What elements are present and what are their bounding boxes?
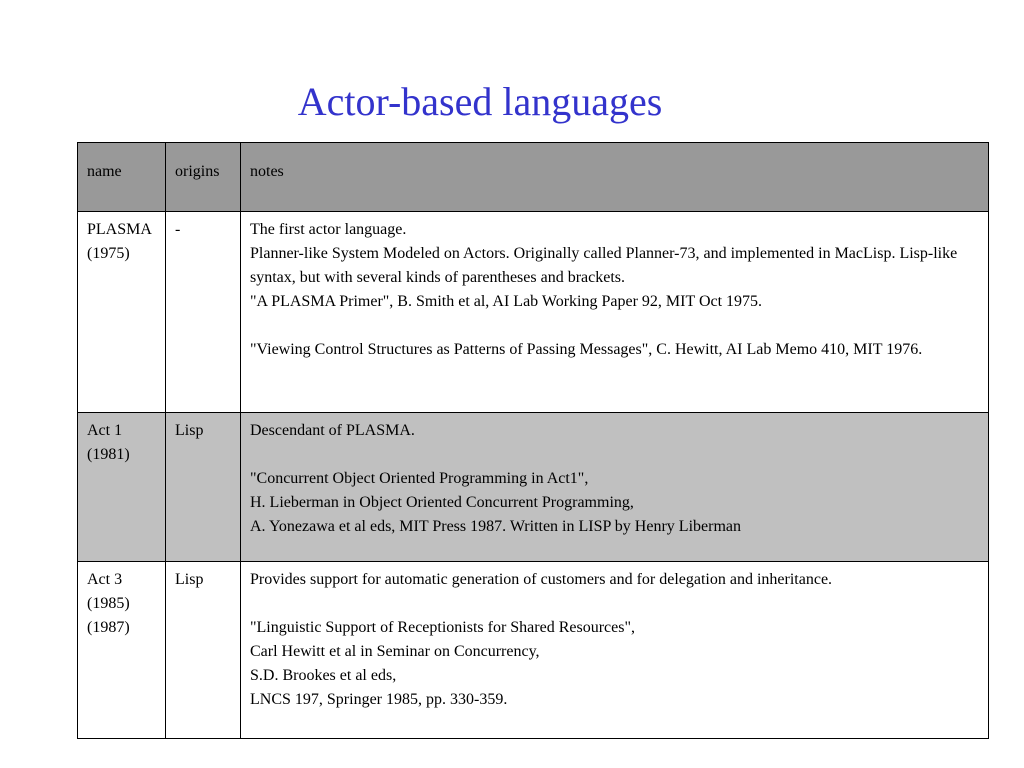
note-line: "Concurrent Object Oriented Programming in Act1", bbox=[250, 470, 589, 487]
cell-name bbox=[78, 212, 166, 413]
table-header-row bbox=[78, 143, 989, 212]
cell-origins: - bbox=[166, 212, 241, 413]
cell-notes bbox=[241, 212, 989, 413]
paragraph-gap bbox=[250, 314, 979, 338]
note-line: "A PLASMA Primer", B. Smith et al, AI Lab Working Paper 92, MIT Oct 1975. bbox=[250, 293, 763, 310]
header-notes: notes bbox=[241, 143, 989, 212]
header-origins: origins bbox=[166, 143, 241, 212]
note-line: "Viewing Control Structures as Patterns of Passing Messages", C. Hewitt, AI Lab Memo 410, MIT 1976. bbox=[250, 341, 923, 358]
table-row bbox=[78, 413, 989, 562]
year-line: (1985) bbox=[87, 595, 130, 612]
year-line: (1987) bbox=[87, 619, 130, 636]
name-line: PLASMA bbox=[87, 221, 152, 238]
year-line: (1975) bbox=[87, 245, 130, 262]
note-line: Planner-like System Modeled on Actors. Originally called Planner-73, and implemented in MacLisp. Lisp-like syntax, but with several kinds of parentheses and brackets. bbox=[250, 245, 958, 286]
note-line: A. Yonezawa et al eds, MIT Press 1987. Written in LISP by Henry Liberman bbox=[250, 518, 741, 535]
table-row bbox=[78, 212, 989, 413]
cell-notes bbox=[241, 562, 989, 739]
slide-title: Actor-based languages bbox=[297, 79, 663, 124]
table-row bbox=[78, 562, 989, 739]
cell-name bbox=[78, 413, 166, 562]
languages-table bbox=[77, 142, 989, 739]
paragraph-gap bbox=[250, 443, 979, 467]
header-name: name bbox=[78, 143, 166, 212]
year-line: (1981) bbox=[87, 446, 130, 463]
cell-name bbox=[78, 562, 166, 739]
note-line: The first actor language. bbox=[250, 221, 407, 238]
cell-origins: Lisp bbox=[166, 562, 241, 739]
note-line: "Linguistic Support of Receptionists for Shared Resources", bbox=[250, 619, 635, 636]
note-line: LNCS 197, Springer 1985, pp. 330-359. bbox=[250, 691, 508, 708]
name-line: Act 3 bbox=[87, 571, 123, 588]
paragraph-gap bbox=[250, 592, 979, 616]
note-line: H. Lieberman in Object Oriented Concurrent Programming, bbox=[250, 494, 634, 511]
note-line: S.D. Brookes et al eds, bbox=[250, 667, 397, 684]
note-line: Carl Hewitt et al in Seminar on Concurrency, bbox=[250, 643, 540, 660]
cell-origins: Lisp bbox=[166, 413, 241, 562]
cell-notes bbox=[241, 413, 989, 562]
note-line: Provides support for automatic generation of customers and for delegation and inheritance. bbox=[250, 571, 833, 588]
name-line: Act 1 bbox=[87, 422, 123, 439]
note-line: Descendant of PLASMA. bbox=[250, 422, 415, 439]
